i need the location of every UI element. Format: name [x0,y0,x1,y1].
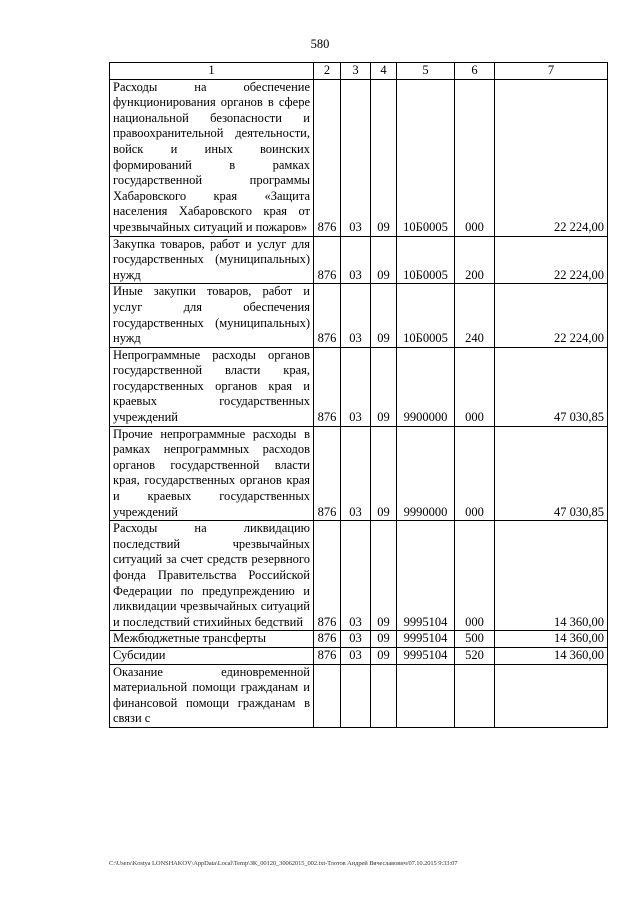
table-row [110,347,608,426]
row-expense-type: 000 [455,521,495,631]
header-col-2: 2 [314,63,341,80]
header-col-1: 1 [110,63,314,80]
header-col-4: 4 [371,63,397,80]
table-row [110,647,608,664]
row-amount: 22 224,00 [495,236,608,284]
row-expense-type [455,664,495,727]
header-col-3: 3 [341,63,371,80]
row-expense-type: 000 [455,347,495,426]
row-amount [495,664,608,727]
row-description: Иные закупки товаров, работ и услуг для обеспечения государственных (муниципальных) нужд [110,284,314,347]
table-row [110,284,608,347]
row-amount: 22 224,00 [495,284,608,347]
row-target-article: 9995104 [397,631,455,648]
row-subsection-code: 09 [371,284,397,347]
row-target-article: 9990000 [397,426,455,521]
table-row [110,521,608,631]
row-description: Субсидии [110,647,314,664]
row-subsection-code: 09 [371,631,397,648]
row-section-code: 03 [341,236,371,284]
row-section-code: 03 [341,284,371,347]
row-subsection-code: 09 [371,347,397,426]
row-description: Непрограммные расходы органов государственной власти края, государственных органов края и краевых государственных учреждений [110,347,314,426]
row-description: Прочие непрограммные расходы в рамках непрограммных расходов органов государственной власти края, государственных органов края и краевых государственных учреждений [110,426,314,521]
row-target-article: 9995104 [397,521,455,631]
row-target-article: 10Б0005 [397,284,455,347]
row-ministry-code [314,664,341,727]
row-subsection-code: 09 [371,521,397,631]
row-section-code: 03 [341,79,371,236]
row-ministry-code: 876 [314,631,341,648]
row-ministry-code: 876 [314,236,341,284]
row-section-code: 03 [341,647,371,664]
row-expense-type: 520 [455,647,495,664]
row-subsection-code [371,664,397,727]
row-description: Оказание единовременной материальной помощи гражданам и финансовой помощи гражданам в связи с [110,664,314,727]
row-target-article [397,664,455,727]
row-description: Расходы на ликвидацию последствий чрезвычайных ситуаций за счет средств резервного фонда Правительства Российской Федерации по предупреждению и ликвидации чрезвычайных ситуаций и последствий стихийных бедствий [110,521,314,631]
row-target-article: 9995104 [397,647,455,664]
table-row [110,426,608,521]
file-path-footer: C:\Users\Kostya LONSHAKOV\AppData\Local\Temp\ЗК_00120_30062015_002.txt-Тлотов Андрей Вячеславович/07.10.2015 9:33:07 [109,860,458,867]
row-section-code: 03 [341,347,371,426]
header-col-5: 5 [397,63,455,80]
row-amount: 14 360,00 [495,631,608,648]
table-row [110,236,608,284]
row-amount: 14 360,00 [495,647,608,664]
row-section-code: 03 [341,521,371,631]
header-col-7: 7 [495,63,608,80]
row-description: Закупка товаров, работ и услуг для государственных (муниципальных) нужд [110,236,314,284]
row-ministry-code: 876 [314,79,341,236]
row-expense-type: 240 [455,284,495,347]
row-amount: 47 030,85 [495,426,608,521]
row-subsection-code: 09 [371,647,397,664]
row-ministry-code: 876 [314,647,341,664]
row-amount: 47 030,85 [495,347,608,426]
table-row [110,664,608,727]
table-row [110,631,608,648]
row-expense-type: 500 [455,631,495,648]
page-number: 580 [310,37,330,51]
row-section-code: 03 [341,631,371,648]
table-header-row [110,63,608,80]
row-ministry-code: 876 [314,521,341,631]
row-ministry-code: 876 [314,347,341,426]
row-description: Расходы на обеспечение функционирования органов в сфере национальной безопасности и правоохранительной деятельности, войск и иных воинских формирований в рамках государственной программы Хабаровского края «Защита населения Хабаровского края от чрезвычайных ситуаций и пожаров» [110,79,314,236]
header-col-6: 6 [455,63,495,80]
row-expense-type: 000 [455,426,495,521]
row-ministry-code: 876 [314,426,341,521]
row-section-code: 03 [341,426,371,521]
budget-table [109,62,608,728]
row-description: Межбюджетные трансферты [110,631,314,648]
row-target-article: 9900000 [397,347,455,426]
row-amount: 22 224,00 [495,79,608,236]
row-target-article: 10Б0005 [397,79,455,236]
row-amount: 14 360,00 [495,521,608,631]
table-row [110,79,608,236]
row-section-code [341,664,371,727]
row-subsection-code: 09 [371,79,397,236]
row-expense-type: 200 [455,236,495,284]
row-subsection-code: 09 [371,236,397,284]
row-ministry-code: 876 [314,284,341,347]
row-subsection-code: 09 [371,426,397,521]
row-target-article: 10Б0005 [397,236,455,284]
row-expense-type: 000 [455,79,495,236]
